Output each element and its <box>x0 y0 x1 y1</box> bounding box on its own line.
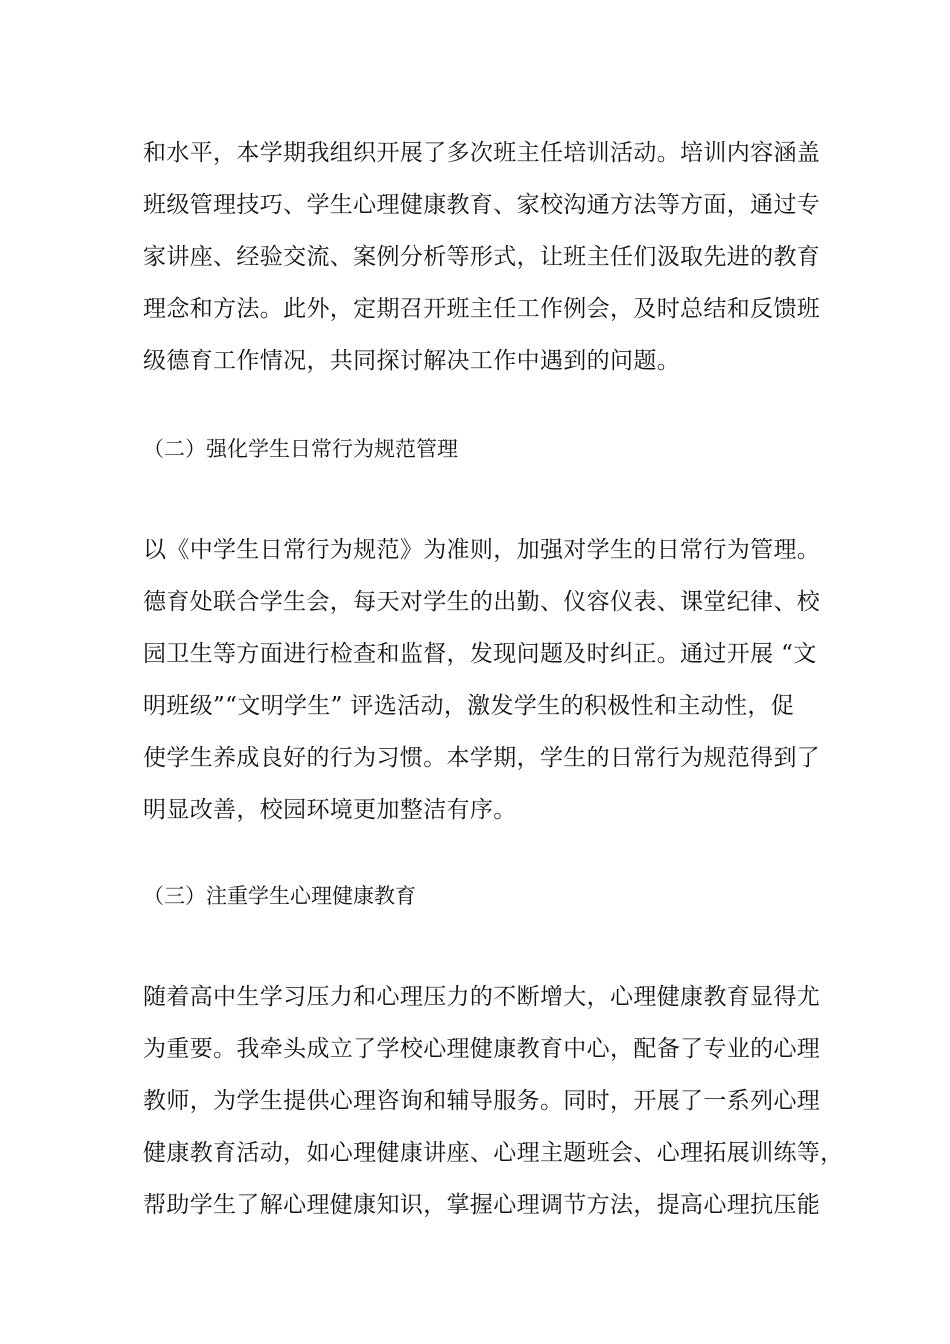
paragraph-line: 帮助学生了解心理健康知识，掌握心理调节方法，提高心理抗压能 <box>143 1192 821 1218</box>
paragraph-line: 明班级”“文明学生” 评选活动，激发学生的积极性和主动性，促 <box>143 693 795 719</box>
paragraph-line: 以《中学生日常行为规范》为准则，加强对学生的日常行为管理。 <box>143 537 821 563</box>
paragraph-line: 随着高中生学习压力和心理压力的不断增大，心理健康教育显得尤 <box>143 984 821 1010</box>
paragraph-line: 班级管理技巧、学生心理健康教育、家校沟通方法等方面，通过专 <box>143 192 821 218</box>
paragraph-1 <box>143 127 843 387</box>
section-heading-3: （三）注重学生心理健康教育 <box>143 884 416 908</box>
paragraph-2 <box>143 524 843 836</box>
paragraph-line: 使学生养成良好的行为习惯。本学期，学生的日常行为规范得到了 <box>143 745 821 771</box>
paragraph-line: 级德育工作情况，共同探讨解决工作中遇到的问题。 <box>143 348 681 374</box>
paragraph-line: 明显改善，校园环境更加整洁有序。 <box>143 797 517 823</box>
paragraph-line: 德育处联合学生会，每天对学生的出勤、仪容仪表、课堂纪律、校 <box>143 589 821 615</box>
paragraph-line: 健康教育活动，如心理健康讲座、心理主题班会、心理拓展训练等， <box>143 1140 844 1166</box>
paragraph-line: 理念和方法。此外，定期召开班主任工作例会，及时总结和反馈班 <box>143 296 821 322</box>
paragraph-line: 教师，为学生提供心理咨询和辅导服务。同时，开展了一系列心理 <box>143 1088 821 1114</box>
paragraph-line: 为重要。我牵头成立了学校心理健康教育中心，配备了专业的心理 <box>143 1036 821 1062</box>
section-heading-2: （二）强化学生日常行为规范管理 <box>143 437 458 461</box>
paragraph-line: 园卫生等方面进行检查和监督，发现问题及时纠正。通过开展 “文 <box>143 641 817 667</box>
paragraph-3 <box>143 971 843 1231</box>
paragraph-line: 家讲座、经验交流、案例分析等形式，让班主任们汲取先进的教育 <box>143 244 821 270</box>
paragraph-line: 和水平，本学期我组织开展了多次班主任培训活动。培训内容涵盖 <box>143 140 821 166</box>
